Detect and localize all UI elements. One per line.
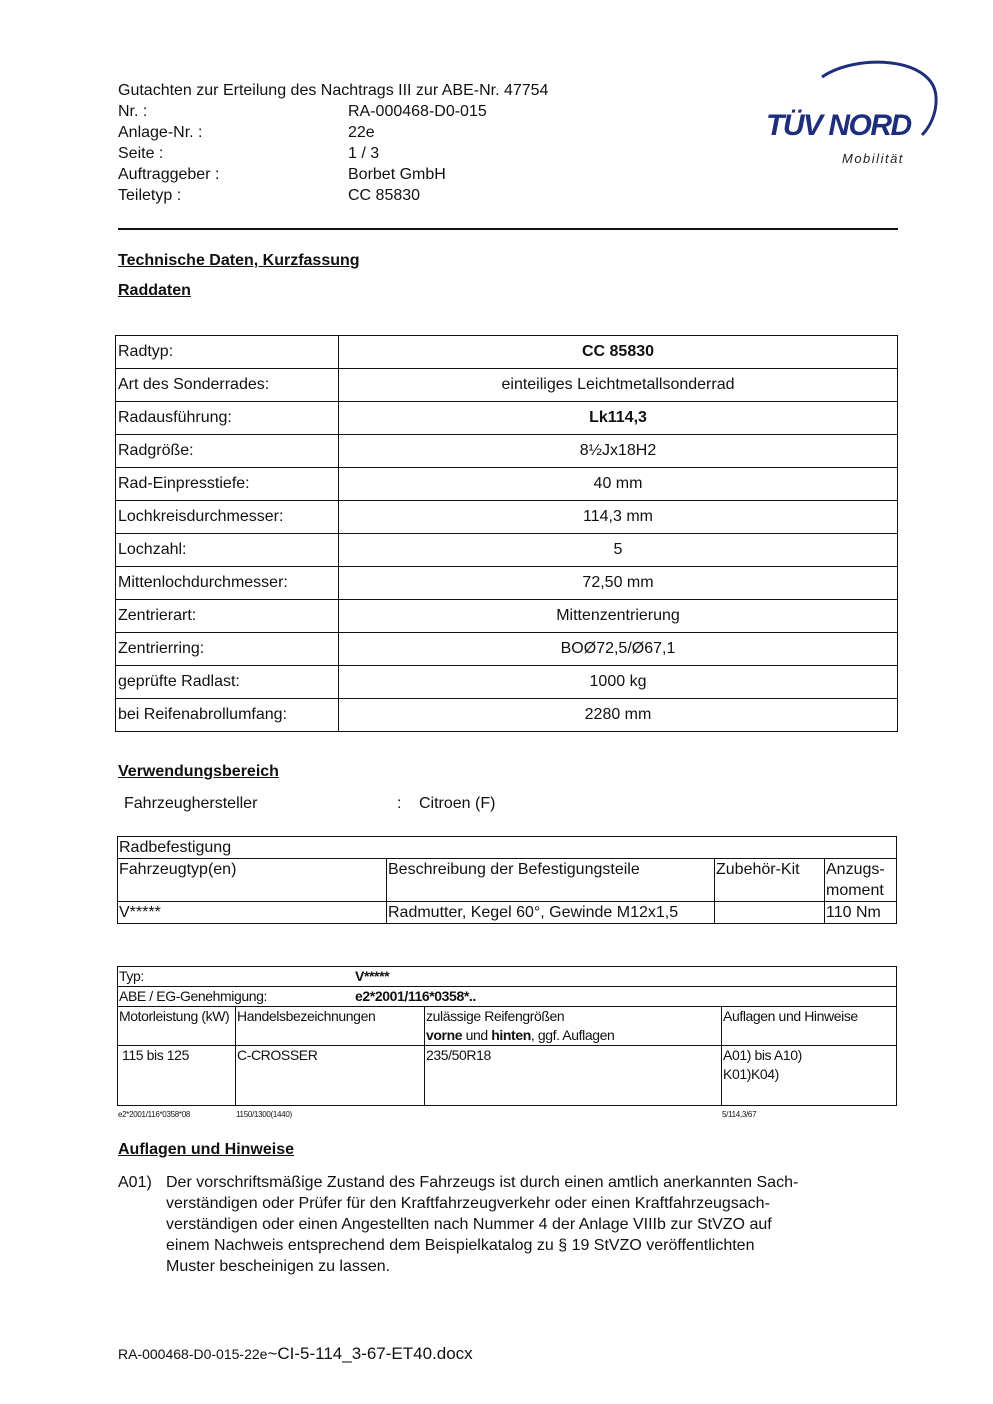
section-heading-notes: Auflagen und Hinweise <box>118 1141 295 1158</box>
column-header: Zubehör-Kit <box>715 859 825 902</box>
table-cell: V***** <box>118 902 387 924</box>
svg-text:TÜV NORD: TÜV NORD <box>766 109 911 142</box>
table-cell: 115 bis 125 <box>118 1046 236 1106</box>
header-value: 22e <box>348 124 375 141</box>
table-row <box>118 1046 897 1106</box>
header-value: Borbet GmbH <box>348 166 446 183</box>
wheel-value: 5 <box>339 534 898 567</box>
table-cell: 110 Nm <box>825 902 897 924</box>
svg-text:Mobilität: Mobilität <box>842 151 904 166</box>
report-title: Gutachten zur Erteilung des Nachtrags III zur ABE-Nr. 47754 <box>118 82 549 99</box>
table-row <box>116 468 898 501</box>
table-row <box>116 501 898 534</box>
table-row <box>118 859 897 902</box>
column-header <box>425 1007 722 1046</box>
wheel-value: 2280 mm <box>339 699 898 732</box>
section-heading-tech: Technische Daten, Kurzfassung <box>118 252 360 269</box>
table-row <box>116 699 898 732</box>
notes-ref: A01) bis A10) <box>723 1047 802 1063</box>
approval-value: e2*2001/116*0358*.. <box>355 988 476 1004</box>
header-value: RA-000468-D0-015 <box>348 103 487 120</box>
note-line: Der vorschriftsmäßige Zustand des Fahrzeugs ist durch einen amtlich anerkannten Sach- <box>166 1174 799 1191</box>
table-row <box>116 534 898 567</box>
column-header: Motorleistung (kW) <box>118 1007 236 1046</box>
header-divider <box>118 228 898 230</box>
wheel-key: Zentrierring: <box>116 633 339 666</box>
table-row <box>118 837 897 859</box>
table-row <box>116 402 898 435</box>
header-label: Anlage-Nr. : <box>118 124 203 141</box>
tyres-front: vorne <box>426 1027 463 1043</box>
wheel-key: bei Reifenabrollumfang: <box>116 699 339 732</box>
table-cell <box>722 1046 897 1106</box>
table-cell <box>715 902 825 924</box>
footer-part-1: RA-000468-D0-015-22e <box>118 1346 268 1362</box>
note-line: verständigen oder einen Angestellten nach Nummer 4 der Anlage VIIIb zur StVZO auf <box>166 1216 772 1233</box>
tuv-nord-logo-graphic <box>762 55 942 175</box>
wheel-key: Lochzahl: <box>116 534 339 567</box>
wheel-value: 8½Jx18H2 <box>339 435 898 468</box>
wheel-key: Mittenlochdurchmesser: <box>116 567 339 600</box>
table-row <box>116 633 898 666</box>
header-value: 1 / 3 <box>348 145 380 162</box>
column-header: Auflagen und Hinweise <box>722 1007 897 1046</box>
note-line: einem Nachweis entsprechend dem Beispielkatalog zu § 19 StVZO veröffentlichten <box>166 1237 755 1254</box>
wheel-key: Zentrierart: <box>116 600 339 633</box>
tyres-and: und <box>462 1027 492 1043</box>
wheel-key: Radtyp: <box>116 336 339 369</box>
wheel-key: Radgröße: <box>116 435 339 468</box>
small-bolt-pattern: 5/114,3/67 <box>722 1110 757 1119</box>
manufacturer-label: Fahrzeughersteller <box>124 795 258 812</box>
wheel-key: Radausführung: <box>116 402 339 435</box>
table-row <box>116 336 898 369</box>
wheel-value: 72,50 mm <box>339 567 898 600</box>
table-row <box>118 1007 897 1046</box>
wheel-key: geprüfte Radlast: <box>116 666 339 699</box>
table-row <box>118 987 897 1007</box>
wheel-data-table <box>115 335 898 732</box>
wheel-value: 1000 kg <box>339 666 898 699</box>
column-header: Fahrzeugtyp(en) <box>118 859 387 902</box>
section-heading-raddaten: Raddaten <box>118 282 191 299</box>
note-line: verständigen oder Prüfer für den Kraftfahrzeugverkehr oder einen Kraftfahrzeugsach- <box>166 1195 770 1212</box>
note-text <box>166 1172 901 1277</box>
notes-ref: K01)K04) <box>723 1066 779 1082</box>
footer-filename <box>118 1344 473 1364</box>
small-weights: 1150/1300(1440) <box>236 1110 292 1119</box>
tuv-nord-logo <box>762 55 942 175</box>
table-row <box>116 600 898 633</box>
table-cell: 235/50R18 <box>425 1046 722 1106</box>
type-row <box>118 967 897 987</box>
tyres-rest: , ggf. Auflagen <box>530 1027 615 1043</box>
type-approval-table <box>117 966 897 1106</box>
small-approval-code: e2*2001/116*0358*08 <box>118 1110 191 1119</box>
wheel-value: Lk114,3 <box>339 402 898 435</box>
type-label: Typ: <box>119 968 144 984</box>
table-row <box>116 369 898 402</box>
approval-label: ABE / EG-Genehmigung: <box>119 988 268 1004</box>
table-row <box>118 902 897 924</box>
type-value: V***** <box>355 968 390 984</box>
table-row <box>116 666 898 699</box>
fastening-title: Radbefestigung <box>118 837 897 859</box>
table-cell: C-CROSSER <box>236 1046 425 1106</box>
wheel-value: 114,3 mm <box>339 501 898 534</box>
wheel-value: BOØ72,5/Ø67,1 <box>339 633 898 666</box>
wheel-value: Mittenzentrierung <box>339 600 898 633</box>
column-header: Anzugs-moment <box>825 859 897 902</box>
tyres-rear: hinten <box>491 1027 531 1043</box>
column-header: Handelsbezeichnungen <box>236 1007 425 1046</box>
wheel-value: CC 85830 <box>339 336 898 369</box>
table-row <box>118 967 897 987</box>
header-label: Teiletyp : <box>118 187 182 204</box>
footer-part-2: ~CI-5-114_3-67-ET40.docx <box>267 1344 473 1363</box>
wheel-key: Art des Sonderrades: <box>116 369 339 402</box>
wheel-key: Rad-Einpresstiefe: <box>116 468 339 501</box>
wheel-value: 40 mm <box>339 468 898 501</box>
approval-row <box>118 987 897 1007</box>
header-label: Seite : <box>118 145 164 162</box>
manufacturer-separator: : <box>397 795 402 812</box>
header-label: Nr. : <box>118 103 148 120</box>
note-code: A01) <box>118 1174 152 1191</box>
manufacturer-value: Citroen (F) <box>419 795 496 812</box>
table-cell: Radmutter, Kegel 60°, Gewinde M12x1,5 <box>387 902 715 924</box>
header-label: Auftraggeber : <box>118 166 220 183</box>
header-value: CC 85830 <box>348 187 421 204</box>
column-header: Beschreibung der Befestigungsteile <box>387 859 715 902</box>
wheel-key: Lochkreisdurchmesser: <box>116 501 339 534</box>
note-line: Muster bescheinigen zu lassen. <box>166 1258 391 1275</box>
table-row <box>116 435 898 468</box>
wheel-fastening-table <box>117 836 897 924</box>
section-heading-usage: Verwendungsbereich <box>118 763 279 780</box>
wheel-value: einteiliges Leichtmetallsonderrad <box>339 369 898 402</box>
table-row <box>116 567 898 600</box>
tyres-header: zulässige Reifengrößen <box>426 1008 565 1024</box>
